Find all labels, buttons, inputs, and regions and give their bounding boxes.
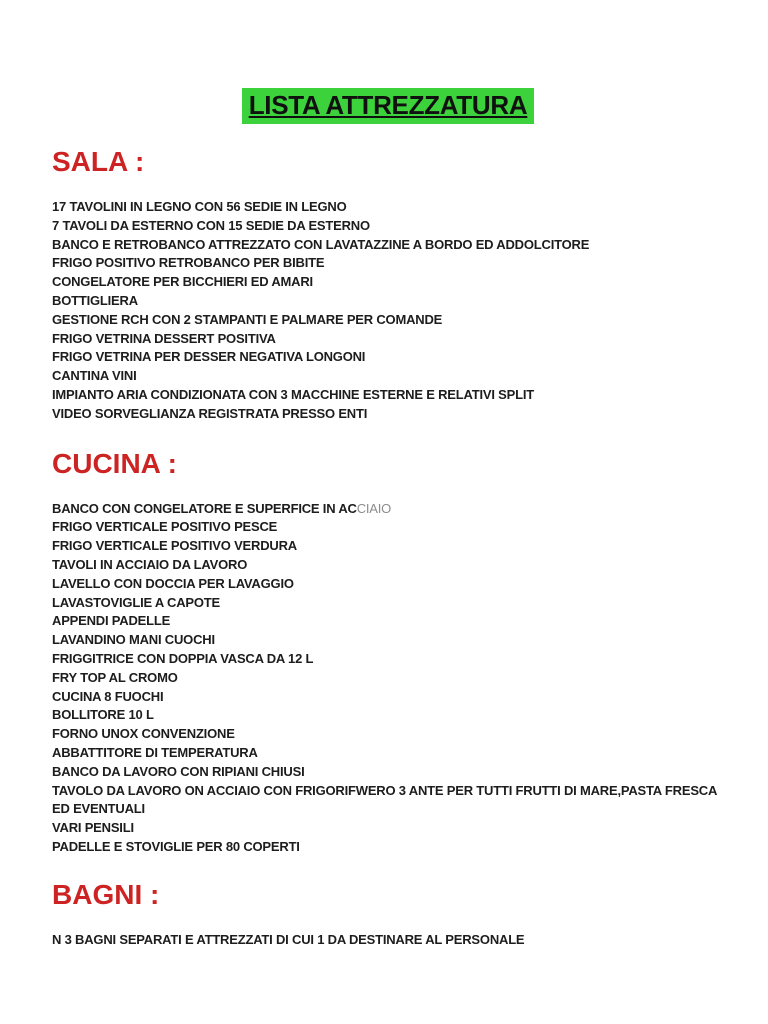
- list-item: N 3 BAGNI SEPARATI E ATTREZZATI DI CUI 1 DA DESTINARE AL PERSONALE: [52, 931, 525, 947]
- list-item: BANCO E RETROBANCO ATTREZZATO CON LAVATAZZINE A BORDO ED ADDOLCITORE: [52, 236, 590, 252]
- list-item: TAVOLO DA LAVORO ON ACCIAIO CON FRIGORIFWERO 3 ANTE PER TUTTI FRUTTI DI MARE,PASTA FRESCA ED EVENTUALI: [52, 782, 717, 817]
- list-item: FRIGGITRICE CON DOPPIA VASCA DA 12 L: [52, 650, 314, 666]
- list-item-muted-text: CIAIO: [356, 500, 392, 516]
- section-cucina: [52, 448, 724, 857]
- list-item: FRY TOP AL CROMO: [52, 669, 178, 685]
- page-title: LISTA ATTREZZATURA: [242, 88, 535, 124]
- list-item: IMPIANTO ARIA CONDIZIONATA CON 3 MACCHINE ESTERNE E RELATIVI SPLIT: [52, 386, 535, 402]
- list-item: TAVOLI IN ACCIAIO DA LAVORO: [52, 556, 248, 572]
- section-heading-sala: SALA :: [52, 146, 145, 177]
- sections-container: [52, 146, 724, 950]
- list-item: LAVASTOVIGLIE A CAPOTE: [52, 594, 220, 610]
- list-item: FRIGO POSITIVO RETROBANCO PER BIBITE: [52, 255, 325, 271]
- section-bagni: [52, 879, 724, 950]
- list-item: FRIGO VERTICALE POSITIVO VERDURA: [52, 538, 297, 554]
- list-item: ABBATTITORE DI TEMPERATURA: [52, 744, 258, 760]
- list-item: APPENDI PADELLE: [52, 613, 171, 629]
- section-heading-cucina: CUCINA :: [52, 447, 177, 479]
- list-item: GESTIONE RCH CON 2 STAMPANTI E PALMARE PER COMANDE: [52, 311, 443, 327]
- list-item: PADELLE E STOVIGLIE PER 80 COPERTI: [52, 838, 300, 854]
- list-item: LAVANDINO MANI CUOCHI: [52, 632, 215, 648]
- section-heading-bagni: BAGNI :: [52, 878, 160, 910]
- list-item: LAVELLO CON DOCCIA PER LAVAGGIO: [52, 575, 294, 591]
- list-item: BOLLITORE 10 L: [52, 707, 154, 723]
- list-item: BANCO DA LAVORO CON RIPIANI CHIUSI: [52, 763, 305, 779]
- item-list-sala: [52, 198, 724, 424]
- list-item: 17 TAVOLINI IN LEGNO CON 56 SEDIE IN LEGNO: [52, 199, 347, 214]
- list-item: CANTINA VINI: [52, 368, 137, 384]
- item-list-cucina: [52, 500, 724, 857]
- list-item-main-text: BANCO CON CONGELATORE E SUPERFICE IN AC: [52, 500, 357, 516]
- list-item: FORNO UNOX CONVENZIONE: [52, 726, 235, 742]
- list-item: VARI PENSILI: [52, 820, 134, 836]
- list-item: CONGELATORE PER BICCHIERI ED AMARI: [52, 274, 313, 290]
- list-item: VIDEO SORVEGLIANZA REGISTRATA PRESSO ENTI: [52, 405, 368, 421]
- list-item: BOTTIGLIERA: [52, 292, 138, 308]
- list-item: FRIGO VETRINA DESSERT POSITIVA: [52, 330, 276, 346]
- list-item: CUCINA 8 FUOCHI: [52, 688, 164, 704]
- title-row: [52, 88, 724, 124]
- list-item: FRIGO VERTICALE POSITIVO PESCE: [52, 519, 278, 535]
- list-item: 7 TAVOLI DA ESTERNO CON 15 SEDIE DA ESTERNO: [52, 217, 370, 233]
- list-item: FRIGO VETRINA PER DESSER NEGATIVA LONGONI: [52, 349, 366, 365]
- item-list-bagni: [52, 931, 724, 950]
- list-item: [52, 500, 724, 519]
- section-sala: [52, 146, 724, 424]
